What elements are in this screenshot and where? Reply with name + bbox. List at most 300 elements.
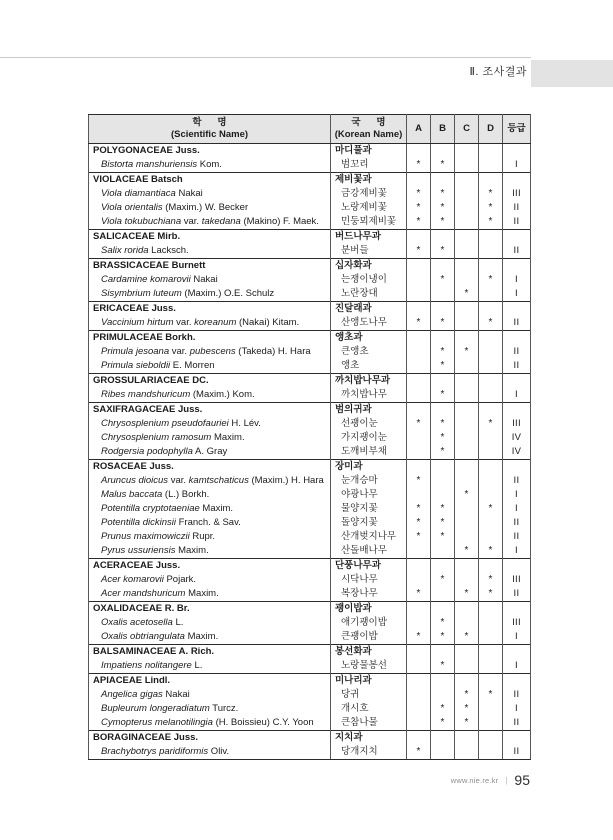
mark-cell-b: * xyxy=(431,273,455,287)
species-row xyxy=(89,215,531,230)
column-header-korean-name xyxy=(331,115,407,144)
mark-cell-d xyxy=(479,359,503,374)
mark-cell-b xyxy=(431,373,455,388)
grade-cell: III xyxy=(503,616,531,630)
family-scientific-name-cell: PRIMULACEAE Borkh. xyxy=(89,330,331,345)
mark-cell-c xyxy=(455,316,479,331)
family-scientific-name-cell: OXALIDACEAE R. Br. xyxy=(89,601,331,616)
section-title: Ⅱ. 조사결과 xyxy=(469,66,527,78)
family-scientific-name-cell: GROSSULARIACEAE DC. xyxy=(89,373,331,388)
family-korean-name-cell: 괭이밥과 xyxy=(331,601,407,616)
species-row xyxy=(89,544,531,559)
mark-cell-b: * xyxy=(431,417,455,431)
scientific-name-italic-segment: Ribes mandshuricum xyxy=(101,388,191,400)
grade-cell: I xyxy=(503,544,531,559)
mark-cell-c xyxy=(455,659,479,674)
mark-cell-d: * xyxy=(479,201,503,215)
species-row xyxy=(89,201,531,215)
scientific-name-italic-segment: Chrysosplenium pseudofauriei xyxy=(101,417,229,429)
grade-cell: II xyxy=(503,474,531,488)
mark-cell-c xyxy=(455,417,479,431)
mark-cell-c: * xyxy=(455,544,479,559)
mark-cell-d xyxy=(479,630,503,645)
mark-cell-b xyxy=(431,558,455,573)
mark-cell-a xyxy=(407,702,431,716)
mark-cell-a xyxy=(407,402,431,417)
mark-cell-a xyxy=(407,431,431,445)
mark-cell-a xyxy=(407,659,431,674)
mark-cell-b xyxy=(431,459,455,474)
mark-cell-b: * xyxy=(431,445,455,460)
species-row xyxy=(89,587,531,602)
grade-cell xyxy=(503,459,531,474)
scientific-name-cell xyxy=(89,244,331,259)
scientific-name-italic-segment: Bistorta manshuriensis xyxy=(101,158,198,170)
mark-cell-c: * xyxy=(455,702,479,716)
species-row xyxy=(89,287,531,302)
mark-cell-b: * xyxy=(431,702,455,716)
species-row xyxy=(89,388,531,403)
grade-cell: II xyxy=(503,530,531,544)
mark-cell-d xyxy=(479,716,503,731)
korean-name-cell: 금강제비꽃 xyxy=(331,187,407,201)
family-row xyxy=(89,301,531,316)
family-korean-name-cell: 범의귀과 xyxy=(331,402,407,417)
species-row xyxy=(89,502,531,516)
family-row xyxy=(89,402,531,417)
scientific-name-italic-segment: Angelica gigas xyxy=(101,688,163,700)
scientific-name-author-segment: var. xyxy=(181,215,202,227)
mark-cell-d: * xyxy=(479,587,503,602)
korean-name-cell: 큰참나물 xyxy=(331,716,407,731)
header-divider xyxy=(0,57,531,58)
mark-cell-d xyxy=(479,158,503,173)
scientific-name-cell xyxy=(89,474,331,488)
scientific-name-author-segment: (Maxim.) H. Hara xyxy=(248,474,324,486)
mark-cell-b: * xyxy=(431,616,455,630)
grade-cell xyxy=(503,601,531,616)
mark-cell-c xyxy=(455,745,479,760)
mark-cell-b: * xyxy=(431,716,455,731)
column-header-c: C xyxy=(455,115,479,144)
column-header-korean-name-ko: 국 명 xyxy=(351,117,386,128)
mark-cell-c xyxy=(455,402,479,417)
mark-cell-b: * xyxy=(431,659,455,674)
mark-cell-b xyxy=(431,330,455,345)
scientific-name-author-segment: var. xyxy=(168,474,189,486)
species-row xyxy=(89,431,531,445)
species-row xyxy=(89,488,531,502)
scientific-name-author-segment: Nakai xyxy=(175,187,203,199)
mark-cell-a xyxy=(407,359,431,374)
scientific-name-italic-segment: Potentilla cryptotaeniae xyxy=(101,502,200,514)
mark-cell-d: * xyxy=(479,573,503,587)
family-row xyxy=(89,330,531,345)
mark-cell-c xyxy=(455,201,479,215)
mark-cell-d xyxy=(479,558,503,573)
grade-cell xyxy=(503,644,531,659)
scientific-name-cell xyxy=(89,287,331,302)
species-row xyxy=(89,716,531,731)
korean-name-cell: 복장나무 xyxy=(331,587,407,602)
mark-cell-c xyxy=(455,258,479,273)
family-korean-name-cell: 제비꽃과 xyxy=(331,172,407,187)
mark-cell-b: * xyxy=(431,215,455,230)
mark-cell-c xyxy=(455,459,479,474)
scientific-name-author-segment: (Maxim.) W. Becker xyxy=(162,201,249,213)
mark-cell-c xyxy=(455,187,479,201)
family-scientific-name-cell: BORAGINACEAE Juss. xyxy=(89,730,331,745)
scientific-name-author-segment: (H. Boissieu) C.Y. Yoon xyxy=(212,716,314,728)
mark-cell-a xyxy=(407,258,431,273)
family-scientific-name-cell: APIACEAE Lindl. xyxy=(89,673,331,688)
mark-cell-b xyxy=(431,544,455,559)
scientific-name-cell xyxy=(89,417,331,431)
mark-cell-c xyxy=(455,229,479,244)
korean-name-cell: 산개벚지나무 xyxy=(331,530,407,544)
scientific-name-italic-segment: Salix rorida xyxy=(101,244,149,256)
scientific-name-author-segment: L. xyxy=(191,659,203,671)
scientific-name-author-segment: (Maxim.) O.E. Schulz xyxy=(181,287,275,299)
footer-separator: | xyxy=(505,775,508,785)
grade-cell xyxy=(503,373,531,388)
species-row xyxy=(89,316,531,331)
scientific-name-italic-segment: Malus baccata xyxy=(101,488,163,500)
mark-cell-a xyxy=(407,459,431,474)
family-scientific-name-cell: ERICACEAE Juss. xyxy=(89,301,331,316)
mark-cell-a: * xyxy=(407,158,431,173)
korean-name-cell: 큰괭이밥 xyxy=(331,630,407,645)
grade-cell: II xyxy=(503,688,531,702)
korean-name-cell: 민둥뫼제비꽃 xyxy=(331,215,407,230)
scientific-name-cell xyxy=(89,201,331,215)
mark-cell-a: * xyxy=(407,530,431,544)
grade-cell xyxy=(503,558,531,573)
scientific-name-author-segment: Nakai xyxy=(190,273,218,285)
mark-cell-c xyxy=(455,573,479,587)
mark-cell-b xyxy=(431,688,455,702)
mark-cell-c xyxy=(455,474,479,488)
korean-name-cell: 가지괭이눈 xyxy=(331,431,407,445)
mark-cell-b: * xyxy=(431,573,455,587)
family-korean-name-cell: 미나리과 xyxy=(331,673,407,688)
scientific-name-author-segment: Lacksch. xyxy=(148,244,189,256)
mark-cell-d xyxy=(479,659,503,674)
mark-cell-a xyxy=(407,488,431,502)
grade-cell xyxy=(503,172,531,187)
korean-name-cell: 앵초 xyxy=(331,359,407,374)
mark-cell-c xyxy=(455,616,479,630)
mark-cell-c xyxy=(455,516,479,530)
grade-cell: I xyxy=(503,158,531,173)
mark-cell-d: * xyxy=(479,215,503,230)
grade-cell: IV xyxy=(503,431,531,445)
grade-cell: II xyxy=(503,516,531,530)
scientific-name-cell xyxy=(89,516,331,530)
mark-cell-b xyxy=(431,258,455,273)
mark-cell-c xyxy=(455,644,479,659)
mark-cell-b: * xyxy=(431,630,455,645)
scientific-name-italic-segment: Vaccinium hirtum xyxy=(101,316,174,328)
mark-cell-a xyxy=(407,616,431,630)
mark-cell-b xyxy=(431,229,455,244)
scientific-name-author-segment: Maxim. xyxy=(211,431,245,443)
mark-cell-c xyxy=(455,445,479,460)
family-row xyxy=(89,601,531,616)
scientific-name-author-segment: A. Gray xyxy=(192,445,228,457)
scientific-name-cell xyxy=(89,702,331,716)
species-row xyxy=(89,530,531,544)
footer-page-number: 95 xyxy=(514,772,530,788)
scientific-name-italic-segment: takedana xyxy=(201,215,241,227)
scientific-name-cell xyxy=(89,316,331,331)
grade-cell: II xyxy=(503,587,531,602)
grade-cell: III xyxy=(503,187,531,201)
korean-name-cell: 까치밥나무 xyxy=(331,388,407,403)
scientific-name-author-segment: (Nakai) Kitam. xyxy=(236,316,300,328)
grade-cell xyxy=(503,258,531,273)
family-row xyxy=(89,558,531,573)
korean-name-cell: 당개지치 xyxy=(331,745,407,760)
scientific-name-author-segment: Oliv. xyxy=(208,745,230,757)
family-korean-name-cell: 진달래과 xyxy=(331,301,407,316)
scientific-name-cell xyxy=(89,544,331,559)
mark-cell-a xyxy=(407,287,431,302)
scientific-name-italic-segment: Viola diamantiaca xyxy=(101,187,176,199)
mark-cell-b: * xyxy=(431,187,455,201)
species-row xyxy=(89,359,531,374)
scientific-name-author-segment: Franch. & Sav. xyxy=(175,516,241,528)
species-row xyxy=(89,445,531,460)
species-row xyxy=(89,745,531,760)
mark-cell-a: * xyxy=(407,745,431,760)
mark-cell-c xyxy=(455,158,479,173)
scientific-name-cell xyxy=(89,431,331,445)
family-korean-name-cell: 단풍나무과 xyxy=(331,558,407,573)
scientific-name-author-segment: (Takeda) H. Hara xyxy=(235,345,311,357)
scientific-name-italic-segment: Cardamine komarovii xyxy=(101,273,191,285)
scientific-name-italic-segment: Viola tokubuchiana xyxy=(101,215,182,227)
scientific-name-author-segment: (L.) Borkh. xyxy=(162,488,210,500)
mark-cell-a: * xyxy=(407,187,431,201)
korean-name-cell: 야광나무 xyxy=(331,488,407,502)
mark-cell-d xyxy=(479,330,503,345)
mark-cell-d: * xyxy=(479,417,503,431)
column-header-grade: 등급 xyxy=(503,115,531,144)
mark-cell-a xyxy=(407,388,431,403)
species-row xyxy=(89,158,531,173)
mark-cell-c xyxy=(455,330,479,345)
mark-cell-c: * xyxy=(455,287,479,302)
mark-cell-c xyxy=(455,359,479,374)
family-scientific-name-cell: VIOLACEAE Batsch xyxy=(89,172,331,187)
scientific-name-italic-segment: kamtschaticus xyxy=(188,474,249,486)
mark-cell-a: * xyxy=(407,474,431,488)
korean-name-cell: 산돌배나무 xyxy=(331,544,407,559)
mark-cell-a xyxy=(407,330,431,345)
scientific-name-author-segment: Rupr. xyxy=(189,530,216,542)
scientific-name-cell xyxy=(89,445,331,460)
mark-cell-c xyxy=(455,431,479,445)
korean-name-cell: 큰앵초 xyxy=(331,345,407,359)
korean-name-cell: 노랑물봉선 xyxy=(331,659,407,674)
scientific-name-cell xyxy=(89,630,331,645)
family-korean-name-cell: 버드나무과 xyxy=(331,229,407,244)
species-row xyxy=(89,516,531,530)
grade-cell: I xyxy=(503,488,531,502)
scientific-name-cell xyxy=(89,745,331,760)
species-row xyxy=(89,573,531,587)
korean-name-cell: 분버들 xyxy=(331,244,407,259)
mark-cell-c xyxy=(455,388,479,403)
scientific-name-author-segment: Turcz. xyxy=(209,702,239,714)
grade-cell: II xyxy=(503,244,531,259)
grade-cell: II xyxy=(503,716,531,731)
mark-cell-a: * xyxy=(407,244,431,259)
grade-cell: I xyxy=(503,702,531,716)
mark-cell-c xyxy=(455,301,479,316)
scientific-name-cell xyxy=(89,530,331,544)
scientific-name-italic-segment: Oxalis obtriangulata xyxy=(101,630,185,642)
mark-cell-b xyxy=(431,474,455,488)
species-row xyxy=(89,273,531,287)
scientific-name-italic-segment: pubescens xyxy=(189,345,236,357)
korean-name-cell: 도깨비부채 xyxy=(331,445,407,460)
mark-cell-d: * xyxy=(479,187,503,201)
mark-cell-a: * xyxy=(407,215,431,230)
mark-cell-d xyxy=(479,474,503,488)
scientific-name-italic-segment: Acer komarovii xyxy=(101,573,164,585)
scientific-name-cell xyxy=(89,345,331,359)
mark-cell-b xyxy=(431,587,455,602)
mark-cell-d xyxy=(479,143,503,158)
mark-cell-a xyxy=(407,601,431,616)
mark-cell-b: * xyxy=(431,530,455,544)
mark-cell-d: * xyxy=(479,544,503,559)
mark-cell-a xyxy=(407,688,431,702)
grade-cell xyxy=(503,229,531,244)
mark-cell-a: * xyxy=(407,502,431,516)
korean-name-cell: 산앵도나무 xyxy=(331,316,407,331)
mark-cell-a xyxy=(407,673,431,688)
species-row xyxy=(89,474,531,488)
family-scientific-name-cell: ROSACEAE Juss. xyxy=(89,459,331,474)
mark-cell-c: * xyxy=(455,488,479,502)
scientific-name-author-segment: Maxim. xyxy=(184,630,219,642)
mark-cell-a: * xyxy=(407,630,431,645)
mark-cell-d xyxy=(479,172,503,187)
family-korean-name-cell: 장미과 xyxy=(331,459,407,474)
mark-cell-d xyxy=(479,745,503,760)
family-korean-name-cell: 십자화과 xyxy=(331,258,407,273)
mark-cell-b: * xyxy=(431,431,455,445)
column-header-korean-name-en: (Korean Name) xyxy=(334,128,403,140)
scientific-name-cell xyxy=(89,716,331,731)
grade-cell: I xyxy=(503,630,531,645)
mark-cell-a xyxy=(407,573,431,587)
mark-cell-d xyxy=(479,644,503,659)
grade-cell: II xyxy=(503,345,531,359)
mark-cell-d xyxy=(479,388,503,403)
scientific-name-italic-segment: Rodgersia podophylla xyxy=(101,445,193,457)
grade-cell xyxy=(503,143,531,158)
mark-cell-b: * xyxy=(431,502,455,516)
scientific-name-cell xyxy=(89,502,331,516)
mark-cell-b: * xyxy=(431,516,455,530)
grade-cell xyxy=(503,402,531,417)
page-footer xyxy=(451,772,530,788)
table-body xyxy=(89,143,531,759)
column-header-a: A xyxy=(407,115,431,144)
scientific-name-cell xyxy=(89,488,331,502)
mark-cell-d xyxy=(479,673,503,688)
grade-cell: II xyxy=(503,359,531,374)
grade-cell: I xyxy=(503,502,531,516)
grade-cell: II xyxy=(503,215,531,230)
korean-name-cell: 돌양지꽃 xyxy=(331,516,407,530)
mark-cell-b xyxy=(431,673,455,688)
mark-cell-d xyxy=(479,616,503,630)
mark-cell-b xyxy=(431,301,455,316)
mark-cell-a xyxy=(407,544,431,559)
scientific-name-italic-segment: Impatiens nolitangere xyxy=(101,659,192,671)
family-row xyxy=(89,730,531,745)
family-korean-name-cell: 까치밥나무과 xyxy=(331,373,407,388)
scientific-name-cell xyxy=(89,573,331,587)
korean-name-cell: 는쟁이냉이 xyxy=(331,273,407,287)
mark-cell-a xyxy=(407,373,431,388)
mark-cell-b: * xyxy=(431,316,455,331)
scientific-name-author-segment: (Makino) F. Maek. xyxy=(240,215,319,227)
mark-cell-d xyxy=(479,445,503,460)
grade-cell: I xyxy=(503,287,531,302)
scientific-name-italic-segment: Primula jesoana xyxy=(101,345,170,357)
mark-cell-d xyxy=(479,258,503,273)
species-row xyxy=(89,345,531,359)
scientific-name-italic-segment: Aruncus dioicus xyxy=(101,474,169,486)
species-row xyxy=(89,187,531,201)
scientific-name-cell xyxy=(89,158,331,173)
scientific-name-italic-segment: koreanum xyxy=(194,316,237,328)
species-row xyxy=(89,702,531,716)
scientific-name-italic-segment: Potentilla dickinsii xyxy=(101,516,176,528)
mark-cell-b xyxy=(431,644,455,659)
scientific-name-italic-segment: Oxalis acetosella xyxy=(101,616,173,628)
mark-cell-d xyxy=(479,730,503,745)
korean-name-cell: 애기괭이밥 xyxy=(331,616,407,630)
scientific-name-cell xyxy=(89,587,331,602)
mark-cell-c xyxy=(455,244,479,259)
family-row xyxy=(89,143,531,158)
scientific-name-italic-segment: Acer mandshuricum xyxy=(101,587,186,599)
mark-cell-a xyxy=(407,644,431,659)
species-row xyxy=(89,244,531,259)
mark-cell-c xyxy=(455,730,479,745)
scientific-name-italic-segment: Cymopterus melanotilingia xyxy=(101,716,213,728)
mark-cell-d xyxy=(479,373,503,388)
family-korean-name-cell: 봉선화과 xyxy=(331,644,407,659)
scientific-name-cell xyxy=(89,359,331,374)
family-scientific-name-cell: SALICACEAE Mirb. xyxy=(89,229,331,244)
scientific-name-author-segment: Pojark. xyxy=(163,573,197,585)
mark-cell-b: * xyxy=(431,345,455,359)
table-header xyxy=(89,115,531,144)
column-header-d: D xyxy=(479,115,503,144)
grade-cell: III xyxy=(503,573,531,587)
scientific-name-author-segment: L. xyxy=(172,616,184,628)
scientific-name-author-segment: (Maxim.) Kom. xyxy=(190,388,255,400)
grade-cell xyxy=(503,730,531,745)
